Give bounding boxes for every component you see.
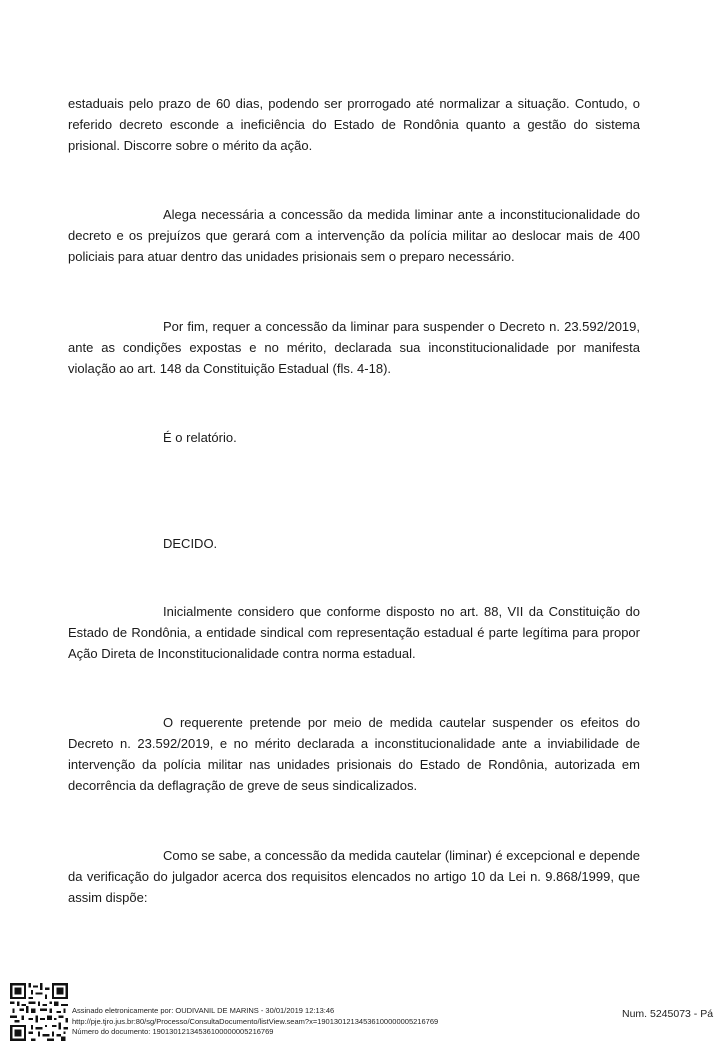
paragraph-6: Inicialmente considero que conforme disposto no art. 88, VII da Constituição do Estado de Rondônia, a entidade sindical com representação estadual é parte legítima para propor Ação Direta de Inconstitucionalidade contra norma estadual. — [68, 604, 640, 661]
paragraph-3: Por fim, requer a concessão da liminar para suspender o Decreto n. 23.592/2019, ante as condições expostas e no mérito, declarada sua inconstitucionalidade por manifesta violação ao art. 148 da Constituição Estadual (fls. 4-18). — [68, 319, 640, 376]
signed-by-line: Assinado eletronicamente por: OUDIVANIL DE MARINS - 30/01/2019 12:13:46 — [72, 1006, 335, 1015]
document-number-line: Número do documento: 19013012134536100000005216769 — [72, 1027, 274, 1036]
document-url-link[interactable]: http://pje.tjro.jus.br:80/sg/Processo/ConsultaDocumento/listView.seam?x=19013012134536100000005216769 — [72, 1016, 439, 1026]
paragraph-4: É o relatório. — [163, 430, 237, 445]
signature-info — [72, 1006, 438, 1038]
paragraph-1: estaduais pelo prazo de 60 dias, podendo ser prorrogado até normalizar a situação. Contudo, o referido decreto esconde a ineficiência do Estado de Rondônia quanto a gestão do sistema prisional. Discorre sobre o mérito da ação. — [68, 96, 640, 153]
paragraph-7: O requerente pretende por meio de medida cautelar suspender os efeitos do Decreto n. 23.592/2019, e no mérito declarada a inconstitucionalidade ante a inviabilidade de intervenção da polícia militar nas unidades prisionais do Estado de Rondônia, autorizada em decorrência da deflagração de greve de seus sindicalizados. — [68, 715, 640, 793]
paragraph-8: Como se sabe, a concessão da medida cautelar (liminar) é excepcional e depende da verificação do julgador acerca dos requisitos elencados no artigo 10 da Lei n. 9.868/1999, que assim dispõe: — [68, 848, 640, 905]
paragraph-2: Alega necessária a concessão da medida liminar ante a inconstitucionalidade do decreto e os prejuízos que gerará com a intervenção da polícia militar ao deslocar mais de 400 policiais para atuar dentro das unidades prisionais sem o preparo necessário. — [68, 207, 640, 264]
page-num-label: Num. 5245073 - Pá — [622, 1008, 714, 1020]
decido-heading: DECIDO. — [163, 536, 218, 551]
qr-code-icon — [10, 983, 68, 1041]
